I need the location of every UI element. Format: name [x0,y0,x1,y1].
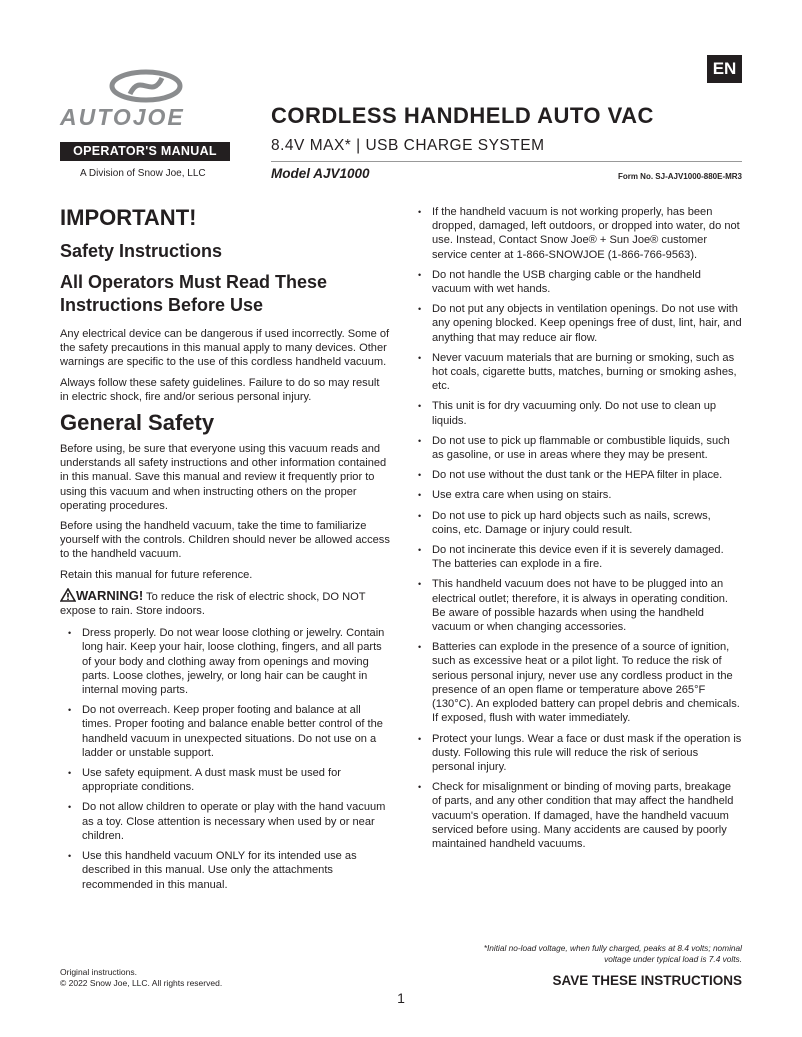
list-item: • Batteries can explode in the presence of a source of ignition, such as excessive heat or a pilot light. To reduce the risk of serious personal injury, never use any cordless product in the presence of an open flame or temperature above 265°F (130°C). An exploded battery can propel debris and chemicals. If exposed, flush with water immediately. [418,640,742,725]
model-number: Model AJV1000 [271,166,370,181]
page-number: 1 [397,990,405,1006]
must-read-heading: All Operators Must Read These Instructions Before Use [60,272,328,315]
general-paragraph: Before using the handheld vacuum, take the time to familiarize yourself with the controls. Children should never be allowed access to the handheld vacuum. [60,520,390,561]
warning-triangle-icon [60,588,76,602]
right-bullet-list [418,205,742,851]
save-instructions: SAVE THESE INSTRUCTIONS [552,973,742,988]
header-divider [271,161,742,162]
list-item: • Do not use to pick up flammable or combustible liquids, such as gasoline, or use in areas where they may be present. [418,434,742,462]
important-heading: IMPORTANT! [60,205,197,230]
general-paragraph: Before using, be sure that everyone using this vacuum reads and understands all safety instructions and other information contained in this manual. Save this manual and review it frequently prior to using this vacuum and when instructing others on the proper operating procedures. [60,443,387,512]
list-item: • Use extra care when using on stairs. [418,488,742,502]
manual-label: OPERATOR'S MANUAL [60,142,230,161]
general-safety-heading: General Safety [60,410,215,436]
form-number: Form No. SJ-AJV1000-880E-MR3 [617,172,742,181]
list-item: • Do not use to pick up hard objects such as nails, screws, coins, etc. Damage or injury could result. [418,509,742,537]
list-item: • If the handheld vacuum is not working properly, has been dropped, damaged, left outdoors, or dropped into water, do not use. Instead, Contact Snow Joe® + Sun Joe® customer service center at 1-866-SNOWJOE (1-866-766-9563). [418,205,742,262]
list-item: • Use this handheld vacuum ONLY for its intended use as described in this manual. Use only the attachments recommended in this manual. [68,849,390,892]
list-item: • Do not put any objects in ventilation openings. Do not use with any opening blocked. Keep openings free of dust, lint, hair, and anything that may reduce air flow. [418,302,742,345]
page-title: CORDLESS HANDHELD AUTO VAC [271,103,654,128]
list-item: • This unit is for dry vacuuming only. Do not use to clean up liquids. [418,399,742,427]
list-item: • Do not handle the USB charging cable or the handheld vacuum with wet hands. [418,268,742,296]
list-item: • This handheld vacuum does not have to be plugged into an electrical outlet; therefore, it is always in operating condition. Be aware of possible hazards when using the handheld vacuum or when changing accessories. [418,577,742,634]
warning-text: To reduce the risk of electric shock, DO NOT expose to rain. Store indoors. [60,590,366,618]
intro-paragraph: Always follow these safety guidelines. Failure to do so may result in electric shock, fire and/or serious personal injury. [60,376,380,403]
left-bullet-list [60,626,390,891]
original-instructions [60,967,222,988]
copyright-text: © 2022 Snow Joe, LLC. All rights reserved. [60,977,223,988]
division-text: A Division of Snow Joe, LLC [80,168,206,179]
list-item: • Do not overreach. Keep proper footing and balance at all times. Proper footing and balance enable better control of the handheld vacuum in unexpected situations. Do not use on a ladder or unstable support. [68,703,390,760]
list-item: • Dress properly. Do not wear loose clothing or jewelry. Contain long hair. Keep your hair, loose clothing, fingers, and all parts of your body and clothing away from openings and moving parts. Loose clothes, jewelry, or long hair can be caught in internal moving parts. [68,626,390,697]
warning-label: WARNING! [76,587,144,603]
list-item: • Do not use without the dust tank or the HEPA filter in place. [418,468,742,482]
intro-paragraph: Any electrical device can be dangerous if used incorrectly. Some of the safety precautions in this manual apply to many devices. Other warnings are specific to the use of this cordless handheld vacuum. [60,328,390,369]
list-item: • Check for misalignment or binding of moving parts, breakage of parts, and any other condition that may affect the handheld vacuum's operation. If damaged, have the handheld vacuum serviced before using. Many accidents are caused by poorly maintained handheld vacuums. [418,780,742,851]
language-badge: EN [707,55,742,83]
original-text: Original instructions. [60,967,138,977]
list-item: • Protect your lungs. Wear a face or dust mask if the operation is dusty. Following this rule will reduce the risk of serious personal injury. [418,732,742,775]
list-item: • Do not incinerate this device even if it is severely damaged. The batteries can explode in a fire. [418,543,742,571]
general-paragraph: Retain this manual for future reference. [60,568,253,581]
voltage-footnote: *Initial no-load voltage, when fully charged, peaks at 8.4 volts; nominal voltage under typical load is 7.4 volts. [483,943,742,964]
brand-name: AUTOJOE [60,104,185,130]
page-subtitle: 8.4V MAX* | USB CHARGE SYSTEM [271,137,545,154]
safety-instructions-heading: Safety Instructions [60,241,223,261]
list-item: • Use safety equipment. A dust mask must be used for appropriate conditions. [68,766,390,794]
left-column [60,205,390,898]
warning-paragraph [60,588,390,618]
right-column [418,205,742,857]
list-item: • Do not allow children to operate or play with the hand vacuum as a toy. Close attention is necessary when used by or near children. [68,800,390,843]
list-item: • Never vacuum materials that are burning or smoking, such as hot coals, cigarette butts, matches, burning or smoking ashes, etc. [418,351,742,394]
